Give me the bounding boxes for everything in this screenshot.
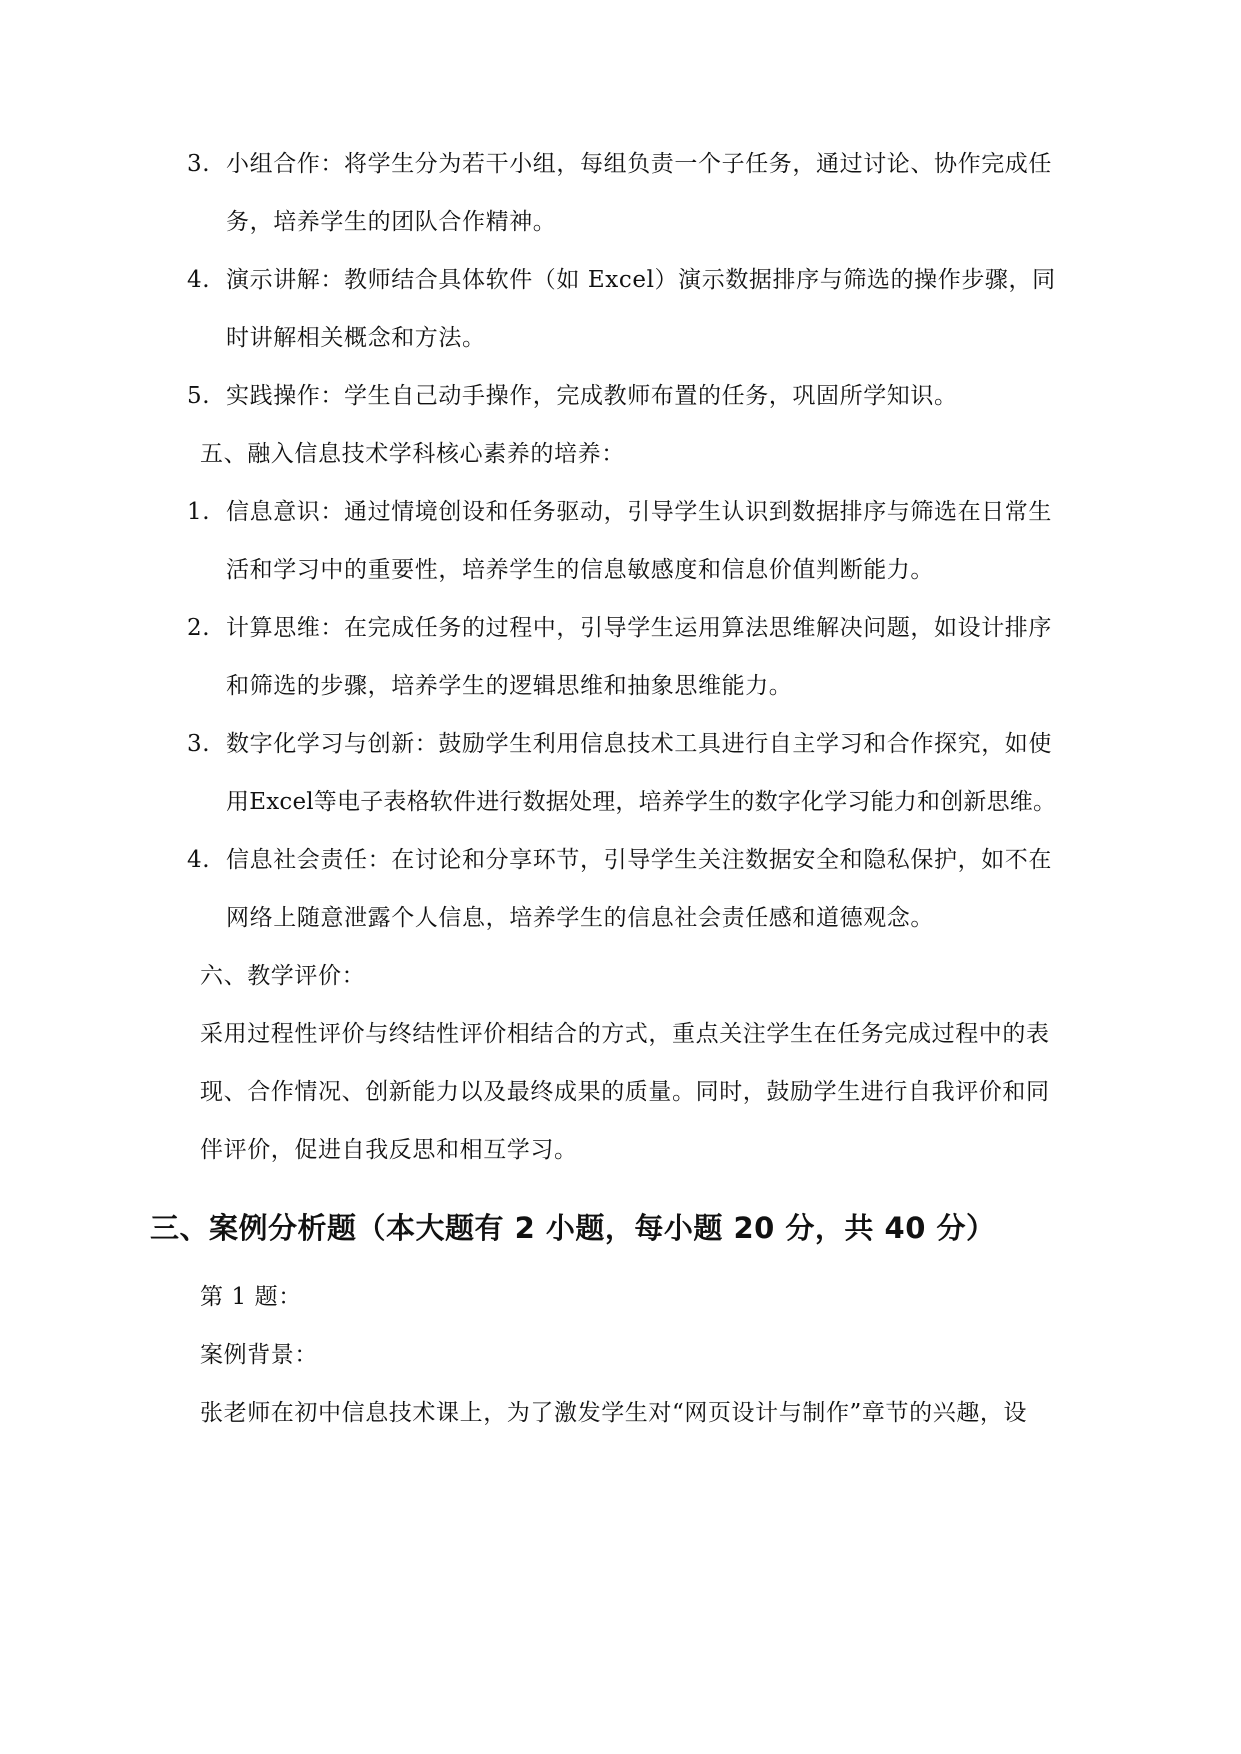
background-label: 案例背景： bbox=[200, 1342, 318, 1368]
list-text: 演示讲解：教师结合具体软件（如 Excel）演示数据排序与筛选的操作步骤，同 bbox=[226, 267, 1056, 293]
list-text: 实践操作：学生自己动手操作，完成教师布置的任务，巩固所学知识。 bbox=[226, 383, 958, 409]
section-heading: 五、融入信息技术学科核心素养的培养： bbox=[200, 441, 625, 467]
list-text-continued: 用Excel等电子表格软件进行数据处理，培养学生的数字化学习能力和创新思维。 bbox=[226, 789, 1057, 815]
list-text-continued: 网络上随意泄露个人信息，培养学生的信息社会责任感和道德观念。 bbox=[226, 905, 934, 931]
part-title: 三、案例分析题（本大题有 2 小题，每小题 20 分，共 40 分） bbox=[150, 1211, 996, 1245]
list-number: 2. bbox=[187, 615, 211, 641]
list-text: 计算思维：在完成任务的过程中，引导学生运用算法思维解决问题，如设计排序 bbox=[226, 615, 1052, 641]
list-text-continued: 活和学习中的重要性，培养学生的信息敏感度和信息价值判断能力。 bbox=[226, 557, 934, 583]
list-number: 3. bbox=[187, 151, 211, 177]
list-text-continued: 务，培养学生的团队合作精神。 bbox=[226, 209, 557, 235]
list-number: 4. bbox=[187, 267, 211, 293]
paragraph-line: 伴评价，促进自我反思和相互学习。 bbox=[200, 1137, 578, 1163]
list-text: 小组合作：将学生分为若干小组，每组负责一个子任务，通过讨论、协作完成任 bbox=[226, 151, 1052, 177]
list-number: 5. bbox=[187, 383, 211, 409]
list-number: 3. bbox=[187, 731, 211, 757]
list-number: 1. bbox=[187, 499, 211, 525]
paragraph-line: 现、合作情况、创新能力以及最终成果的质量。同时，鼓励学生进行自我评价和同 bbox=[200, 1079, 1050, 1105]
list-text: 数字化学习与创新：鼓励学生利用信息技术工具进行自主学习和合作探究，如使 bbox=[226, 731, 1052, 757]
section-heading: 六、教学评价： bbox=[200, 963, 366, 989]
list-text-continued: 和筛选的步骤，培养学生的逻辑思维和抽象思维能力。 bbox=[226, 673, 793, 699]
list-text: 信息意识：通过情境创设和任务驱动，引导学生认识到数据排序与筛选在日常生 bbox=[226, 499, 1052, 525]
question-label: 第 1 题： bbox=[200, 1284, 302, 1310]
list-text: 信息社会责任：在讨论和分享环节，引导学生关注数据安全和隐私保护，如不在 bbox=[226, 847, 1052, 873]
paragraph-line: 采用过程性评价与终结性评价相结合的方式，重点关注学生在任务完成过程中的表 bbox=[200, 1021, 1050, 1047]
list-text-continued: 时讲解相关概念和方法。 bbox=[226, 325, 486, 351]
list-number: 4. bbox=[187, 847, 211, 873]
paragraph-line: 张老师在初中信息技术课上，为了激发学生对“网页设计与制作”章节的兴趣，设 bbox=[200, 1400, 1028, 1426]
